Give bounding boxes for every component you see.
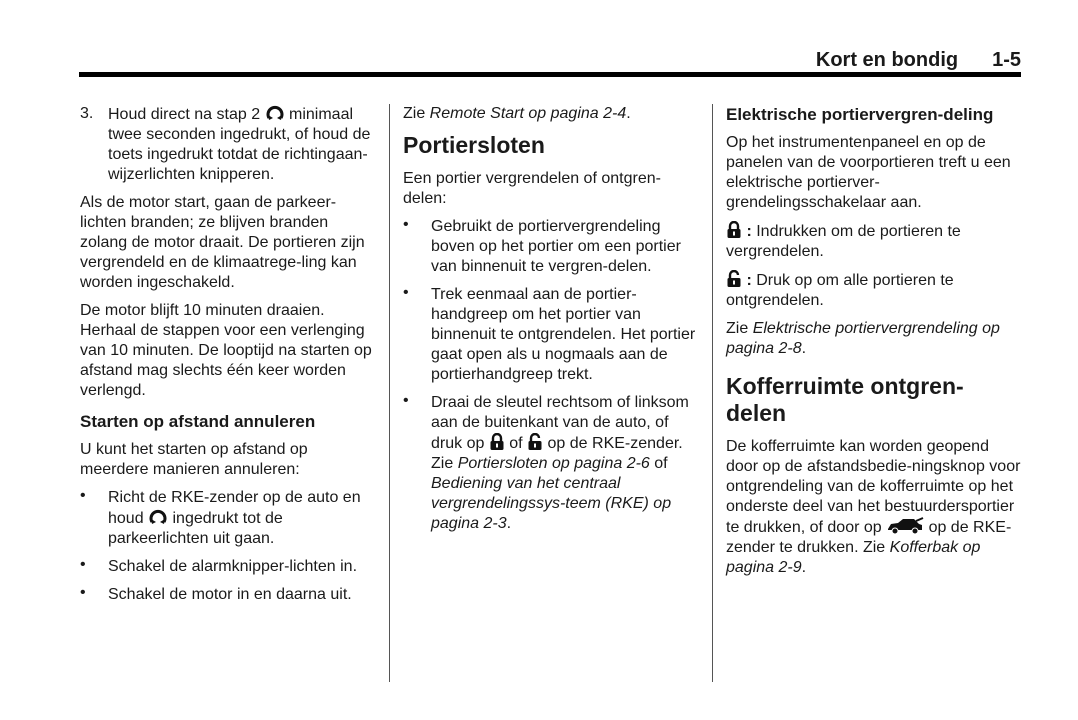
lock-icon [726, 221, 742, 239]
list-text: Trek eenmaal aan de portier-handgreep om het portier van binnenuit te ontgrendelen. Het portier gaat open als u nogmaals aan de portierhandgreep trekt. [431, 286, 696, 383]
lock-description: : Indrukken om de portieren te vergrendelen. [726, 223, 961, 260]
paragraph: De motor blijft 10 minuten draaien. Herhaal de stappen voor een verlenging van 10 minuten. De looptijd na starten op afstand mag slechts één keer worden verlengd. [80, 302, 372, 399]
list-text: Gebruikt de portiervergrendeling boven op het portier om een portier van binnenuit te vergren-delen. [431, 218, 681, 275]
bullet-dot: • [80, 584, 86, 601]
unlock-icon [726, 270, 742, 288]
section-heading: Kofferruimte ontgren-delen [726, 373, 964, 426]
reference-link[interactable]: Remote Start op pagina 2-4 [429, 105, 627, 122]
step-3 [80, 104, 372, 185]
list-item [403, 217, 699, 277]
reference-link[interactable]: Portiersloten op pagina 2-6 [457, 455, 650, 472]
list-item [80, 488, 372, 549]
header-rule [79, 72, 1021, 77]
list-text: Schakel de alarmknipper-lichten in. [108, 558, 358, 575]
paragraph: De kofferruimte kan worden geopend door op de afstandsbedie-ningsknop voor ontgrendeling van de kofferruimte op het onderste deel van het bestuurdersportier te drukken, of door op op de RKE-zender te drukken. Zie Kofferbak op pagina 2-9. [726, 438, 1021, 576]
column-divider [712, 104, 713, 682]
list-text: ingedrukt tot de parkeerlichten uit gaan. [108, 510, 283, 547]
unlock-icon [527, 433, 543, 451]
column-divider [389, 104, 390, 682]
remote-start-icon [265, 104, 285, 122]
column-1 [80, 104, 372, 613]
section-title: Kort en bondig [815, 49, 959, 71]
cross-reference: Zie Elektrische portiervergrendeling op pagina 2-8. [726, 320, 1000, 357]
paragraph: Een portier vergrendelen of ontgren-delen: [403, 170, 661, 207]
bullet-dot: • [80, 556, 86, 573]
column-3 [726, 104, 1022, 586]
step-text: Houd direct na stap 2 [108, 106, 261, 123]
list-text: Richt de RKE-zender op de auto en houd [108, 489, 361, 527]
trunk-icon [886, 517, 924, 535]
list-item: • Draai de sleutel rechtsom of linksom aan de buitenkant van de auto, of druk op of op de RKE-zender. Zie Portiersloten op pagina 2-6 of Bediening van het centraal vergrendelingssys-teem (RKE) op pagina 2-3. [403, 392, 689, 532]
unlock-description: : Druk op om alle portieren te ontgrendelen. [726, 272, 954, 309]
subheading: Elektrische portiervergren-deling [726, 105, 994, 124]
page-number: 1-5 [992, 49, 1021, 71]
paragraph: Op het instrumentenpaneel en op de panelen van de voorportieren treft u een elektrische portierver-grendelingsschakelaar aan. [726, 134, 1011, 211]
bullet-dot: • [403, 392, 409, 409]
column-2 [403, 104, 699, 542]
page-header [0, 0, 1078, 80]
list-item [80, 585, 372, 605]
step-text: minimaal twee seconden ingedrukt, of houd de toets ingedrukt totdat de richtingaan-wijzerlichten knipperen. [108, 106, 371, 183]
reference-link[interactable]: Elektrische portiervergrendeling op pagina 2-8 [726, 320, 1000, 357]
header-text [816, 49, 1021, 72]
bullet-dot: • [80, 487, 86, 504]
reference-link[interactable]: Kofferbak op pagina 2-9 [726, 539, 981, 576]
cross-reference: Zie Remote Start op pagina 2-4. [403, 105, 631, 122]
subheading: Starten op afstand annuleren [80, 412, 316, 431]
paragraph: U kunt het starten op afstand op meerdere manieren annuleren: [80, 441, 308, 478]
bullet-dot: • [403, 216, 409, 233]
reference-link[interactable]: Bediening van het centraal vergrendelingssys-teem (RKE) op pagina 2-3 [431, 475, 672, 532]
list-item [403, 285, 699, 385]
remote-start-icon [148, 508, 168, 526]
section-heading: Portiersloten [403, 132, 545, 158]
bullet-dot: • [403, 284, 409, 301]
lock-icon [489, 433, 505, 451]
step-number: 3. [80, 105, 94, 122]
list-text: Draai de sleutel rechtsom of linksom aan de buitenkant van de auto, of druk op [431, 394, 689, 452]
list-text: Schakel de motor in en daarna uit. [108, 586, 352, 603]
list-item [80, 557, 372, 577]
paragraph: Als de motor start, gaan de parkeer-lichten branden; ze blijven branden zolang de motor draait. De portieren zijn vergrendeld en de klimaatrege-ling kan worden ingeschakeld. [80, 194, 365, 291]
